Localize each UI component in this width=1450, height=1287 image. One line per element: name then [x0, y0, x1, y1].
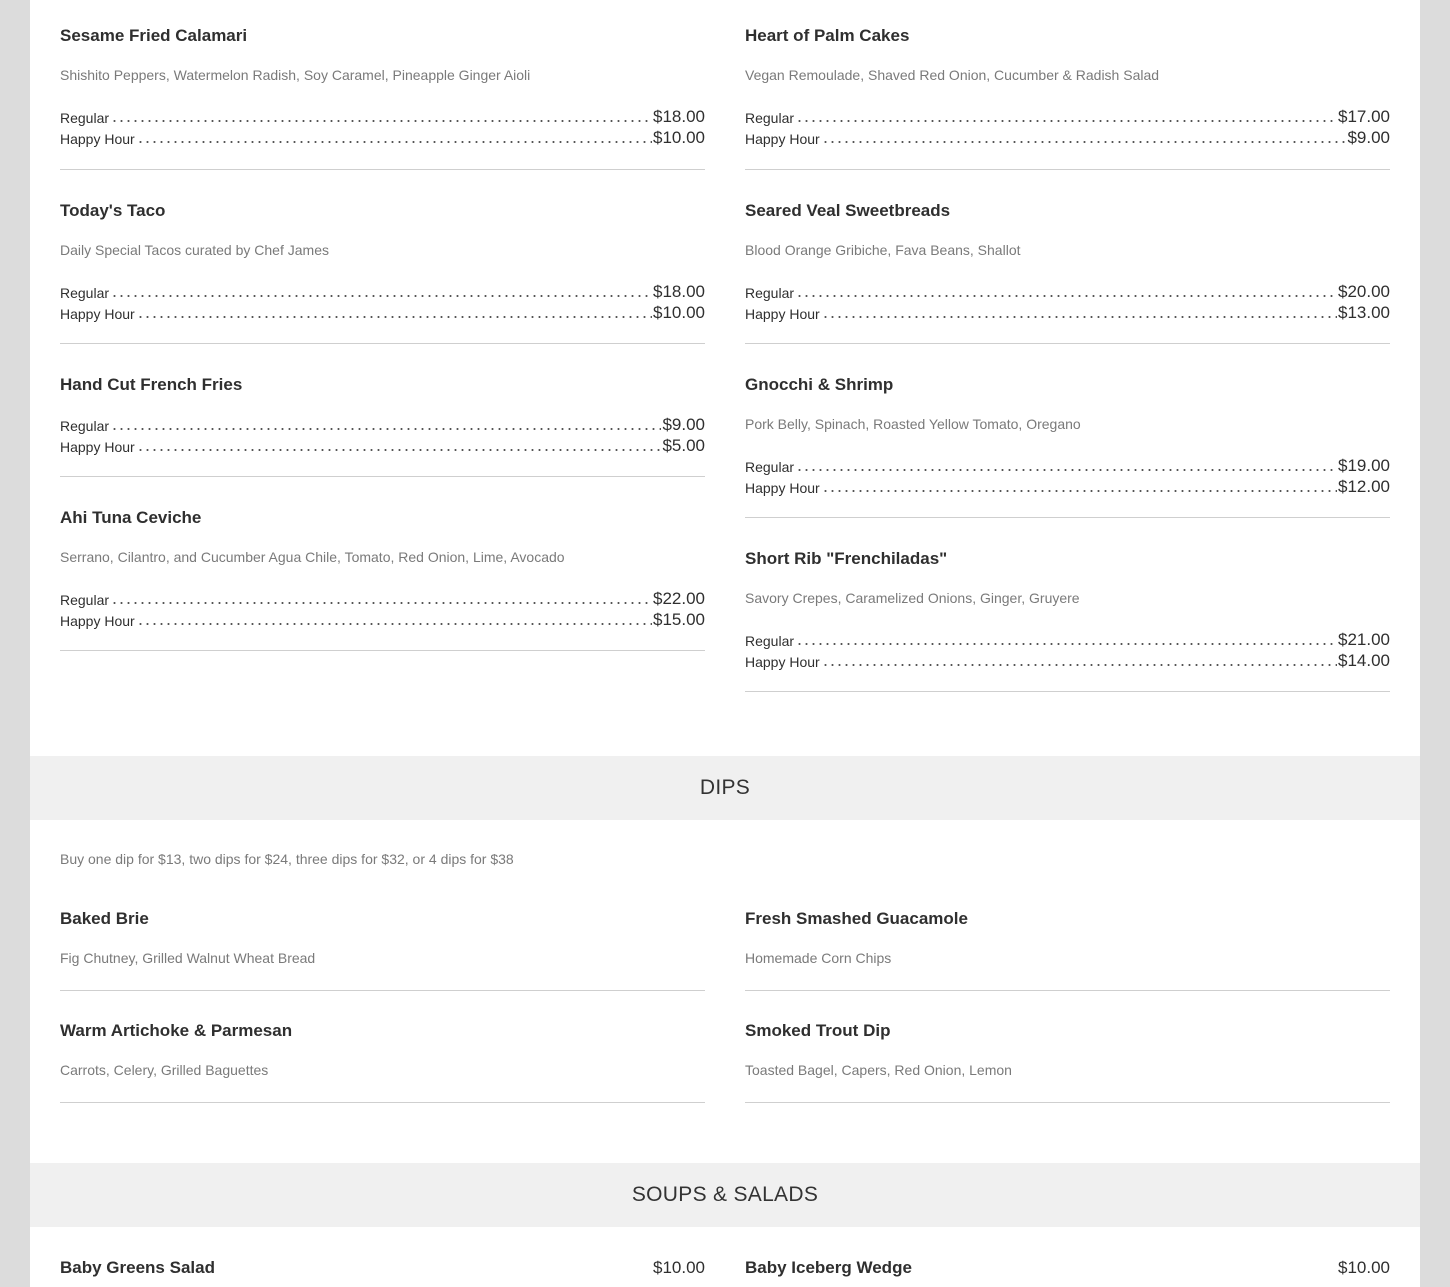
dot-leader [822, 140, 1347, 144]
menu-item [745, 344, 1390, 518]
item-name: Baby Greens Salad [60, 1258, 215, 1277]
item-name: Gnocchi & Shrimp [745, 375, 894, 394]
menu-item [60, 170, 705, 344]
happy-hour-price: $10.00 [653, 128, 705, 147]
menu-item [745, 170, 1390, 344]
happy-hour-label: Happy Hour [60, 306, 135, 322]
happy-hour-price-row [60, 302, 705, 323]
item-description: Daily Special Tacos curated by Chef James [60, 242, 329, 258]
happy-hour-label: Happy Hour [60, 613, 135, 629]
regular-price: $18.00 [653, 282, 705, 301]
dot-leader [822, 315, 1337, 319]
happy-hour-price: $5.00 [662, 436, 705, 455]
menu-item [60, 0, 705, 170]
regular-label: Regular [60, 418, 110, 434]
dot-leader [137, 140, 652, 144]
appetizers-left-column [60, 0, 705, 651]
item-name: Ahi Tuna Ceviche [60, 508, 202, 527]
happy-hour-price-row [60, 127, 705, 148]
item-description: Fig Chutney, Grilled Walnut Wheat Bread [60, 950, 316, 966]
item-name: Smoked Trout Dip [745, 1021, 891, 1040]
item-price: $10.00 [653, 1258, 705, 1277]
soups-salads-section-header [30, 1163, 1420, 1227]
regular-label: Regular [745, 633, 795, 649]
menu-item [745, 0, 1390, 170]
menu-item [60, 477, 705, 651]
regular-price-row [60, 106, 705, 127]
regular-price-row [60, 588, 705, 609]
happy-hour-price: $13.00 [1338, 303, 1390, 322]
item-description: Shishito Peppers, Watermelon Radish, Soy Caramel, Pineapple Ginger Aioli [60, 67, 531, 83]
dips-grid [60, 880, 1390, 1110]
dot-leader [822, 489, 1337, 493]
happy-hour-price-row [60, 435, 705, 456]
item-description: Carrots, Celery, Grilled Baguettes [60, 1062, 269, 1078]
happy-hour-price: $14.00 [1338, 651, 1390, 670]
happy-hour-label: Happy Hour [745, 306, 820, 322]
item-name: Baked Brie [60, 909, 149, 928]
regular-price-row [745, 455, 1390, 476]
section-title: DIPS [699, 776, 751, 799]
dot-leader [111, 427, 661, 431]
dips-pricing-note: Buy one dip for $13, two dips for $24, three dips for $32, or 4 dips for $38 [60, 851, 514, 867]
regular-price-row [745, 106, 1390, 127]
menu-item [745, 518, 1390, 692]
regular-price-row [745, 281, 1390, 302]
dot-leader [796, 294, 1337, 298]
happy-hour-price: $12.00 [1338, 477, 1390, 496]
appetizers-grid [60, 0, 1390, 700]
regular-price-row [745, 629, 1390, 650]
item-name: Fresh Smashed Guacamole [745, 909, 968, 928]
soups-salads-grid [60, 1227, 1390, 1287]
happy-hour-label: Happy Hour [745, 480, 820, 496]
regular-label: Regular [60, 592, 110, 608]
regular-price-row [60, 414, 705, 435]
menu-page [30, 0, 1420, 1287]
item-description: Savory Crepes, Caramelized Onions, Ginger, Gruyere [745, 590, 1080, 606]
item-description: Homemade Corn Chips [745, 950, 892, 966]
regular-label: Regular [60, 285, 110, 301]
dot-leader [137, 315, 652, 319]
menu-item [60, 344, 705, 477]
menu-item [745, 991, 1390, 1103]
dot-leader [796, 468, 1337, 472]
item-name: Today's Taco [60, 201, 166, 220]
item-description: Blood Orange Gribiche, Fava Beans, Shallot [745, 242, 1021, 258]
regular-price: $20.00 [1338, 282, 1390, 301]
menu-item [60, 991, 705, 1103]
item-name: Hand Cut French Fries [60, 375, 243, 394]
happy-hour-label: Happy Hour [60, 439, 135, 455]
happy-hour-price-row [745, 127, 1390, 148]
regular-label: Regular [745, 285, 795, 301]
happy-hour-label: Happy Hour [745, 131, 820, 147]
item-name: Baby Iceberg Wedge [745, 1258, 912, 1277]
dot-leader [822, 663, 1337, 667]
dips-right-column [745, 880, 1390, 1103]
dot-leader [111, 294, 652, 298]
dot-leader [796, 642, 1337, 646]
item-description: Toasted Bagel, Capers, Red Onion, Lemon [745, 1062, 1012, 1078]
dot-leader [137, 448, 662, 452]
happy-hour-price-row [745, 302, 1390, 323]
regular-label: Regular [60, 110, 110, 126]
section-title: SOUPS & SALADS [631, 1183, 819, 1206]
regular-label: Regular [745, 459, 795, 475]
dips-left-column [60, 880, 705, 1103]
soups-salads-right-column [745, 1227, 1390, 1287]
regular-price: $19.00 [1338, 456, 1390, 475]
happy-hour-label: Happy Hour [60, 131, 135, 147]
item-name: Seared Veal Sweetbreads [745, 201, 951, 220]
regular-price: $9.00 [662, 415, 705, 434]
regular-price: $22.00 [653, 589, 705, 608]
soups-salads-left-column [60, 1227, 705, 1287]
item-name: Warm Artichoke & Parmesan [60, 1021, 293, 1040]
happy-hour-price: $9.00 [1347, 128, 1390, 147]
item-name: Short Rib "Frenchiladas" [745, 549, 948, 568]
dips-section-header [30, 756, 1420, 820]
menu-item [745, 880, 1390, 991]
happy-hour-price-row [745, 476, 1390, 497]
appetizers-right-column [745, 0, 1390, 692]
happy-hour-price: $15.00 [653, 610, 705, 629]
item-description: Serrano, Cilantro, and Cucumber Agua Chile, Tomato, Red Onion, Lime, Avocado [60, 549, 565, 565]
dot-leader [111, 601, 652, 605]
regular-price: $21.00 [1338, 630, 1390, 649]
item-price: $10.00 [1338, 1258, 1390, 1277]
regular-price: $18.00 [653, 107, 705, 126]
item-description: Pork Belly, Spinach, Roasted Yellow Tomato, Oregano [745, 416, 1081, 432]
regular-label: Regular [745, 110, 795, 126]
happy-hour-price-row [745, 650, 1390, 671]
dot-leader [111, 119, 652, 123]
happy-hour-label: Happy Hour [745, 654, 820, 670]
item-name: Heart of Palm Cakes [745, 26, 910, 45]
regular-price-row [60, 281, 705, 302]
regular-price: $17.00 [1338, 107, 1390, 126]
dot-leader [796, 119, 1337, 123]
menu-item [60, 880, 705, 991]
dot-leader [137, 622, 652, 626]
item-description: Vegan Remoulade, Shaved Red Onion, Cucumber & Radish Salad [745, 67, 1160, 83]
happy-hour-price: $10.00 [653, 303, 705, 322]
item-name: Sesame Fried Calamari [60, 26, 248, 45]
happy-hour-price-row [60, 609, 705, 630]
